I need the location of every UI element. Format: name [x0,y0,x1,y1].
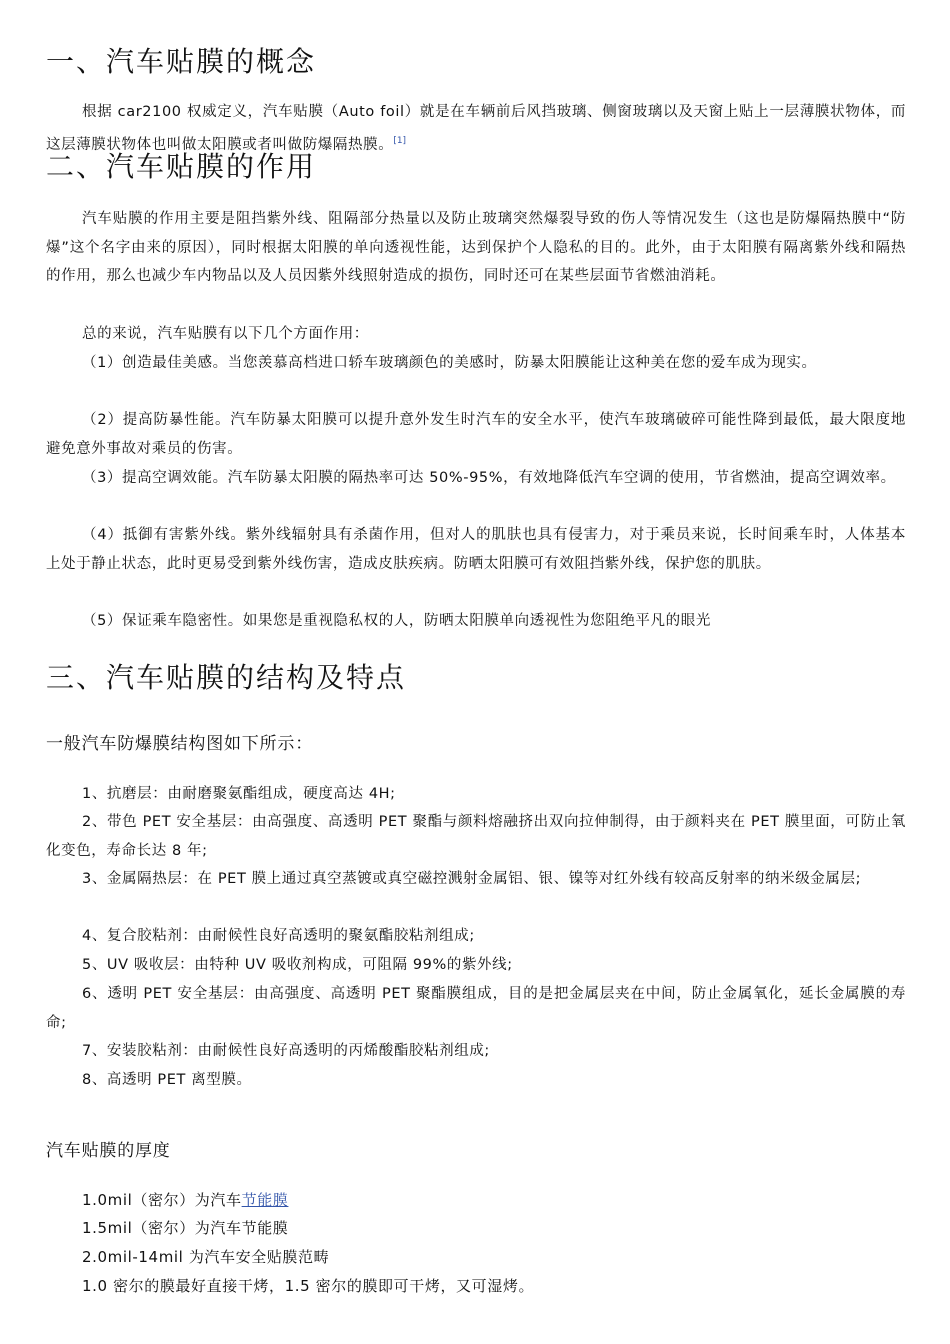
layer-item-1: 1、抗磨层：由耐磨聚氨酯组成，硬度高达 4H; [82,786,396,802]
layer-item-6: 6、透明 PET 安全基层：由高强度、高透明 PET 聚酯膜组成，目的是把金属层夹在中间，防止金属氧化，延长金属膜的寿命; [46,986,906,1031]
function-item-4: （4）抵御有害紫外线。紫外线辐射具有杀菌作用，但对人的肌肤也具有侵害力，对于乘员来说，长时间乘车时，人体基本上处于静止状态，此时更易受到紫外线伤害，造成皮肤疾病。防晒太阳膜可有效阻挡紫外线，保护您的肌肤。 [46,527,906,572]
function-intro-paragraph: 汽车贴膜的作用主要是阻挡紫外线、阻隔部分热量以及防止玻璃突然爆裂导致的伤人等情况发生（这也是防爆隔热膜中“防爆”这个名字由来的原因），同时根据太阳膜的单向透视性能，达到保护个人隐私的目的。此外，由于太阳膜有隔离紫外线和隔热的作用，那么也减少车内物品以及人员因紫外线照射造成的损伤，同时还可在某些层面节省燃油消耗。 [46,211,906,284]
citation-link[interactable]: [1] [393,135,407,146]
concept-text: 根据 car2100 权威定义，汽车贴膜（Auto foil）就是在车辆前后风挡玻璃、侧窗玻璃以及天窗上贴上一层薄膜状物体，而这层薄膜状物体也叫做太阳膜或者叫做防爆隔热膜。 [46,104,906,153]
thickness-line-2: 1.5mil（密尔）为汽车节能膜 [82,1219,289,1237]
section-heading-concept: 一、汽车贴膜的概念 [46,45,317,78]
thickness-line-4: 1.0 密尔的膜最好直接干烤，1.5 密尔的膜即可干烤，又可湿烤。 [82,1277,535,1295]
layer-item-8: 8、高透明 PET 离型膜。 [82,1072,252,1088]
thickness-line-3: 2.0mil-14mil 为汽车安全贴膜范畴 [82,1248,330,1266]
function-summary: 总的来说，汽车贴膜有以下几个方面作用： [82,326,369,342]
structure-subheading: 一般汽车防爆膜结构图如下所示： [46,734,313,754]
function-item-5: （5）保证乘车隐密性。如果您是重视隐私权的人，防晒太阳膜单向透视性为您阻绝平凡的眼光 [82,613,711,629]
layer-item-2: 2、带色 PET 安全基层：由高强度、高透明 PET 聚酯与颜料熔融挤出双向拉伸制得，由于颜料夹在 PET 膜里面，可防止氧化变色，寿命长达 8 年; [46,814,906,859]
layer-item-7: 7、安装胶粘剂：由耐候性良好高透明的丙烯酸酯胶粘剂组成; [82,1043,490,1059]
thickness-line-1-text: 1.0mil（密尔）为汽车 [82,1191,242,1209]
layer-item-3: 3、金属隔热层：在 PET 膜上通过真空蒸镀或真空磁控溅射金属铝、银、镍等对红外线有较高反射率的纳米级金属层; [82,871,862,887]
layer-item-5: 5、UV 吸收层：由特种 UV 吸收剂构成，可阻隔 99%的紫外线; [82,957,513,973]
function-item-1: （1）创造最佳美感。当您羡慕高档进口轿车玻璃颜色的美感时，防暴太阳膜能让这种美在您的爱车成为现实。 [82,355,817,371]
energy-saving-film-link[interactable]: 节能膜 [241,1191,289,1209]
thickness-line-1 [82,1186,288,1214]
function-item-3: （3）提高空调效能。汽车防暴太阳膜的隔热率可达 50%-95%，有效地降低汽车空调的使用，节省燃油，提高空调效率。 [82,470,896,486]
thickness-heading: 汽车贴膜的厚度 [46,1141,171,1161]
section-heading-function: 二、汽车贴膜的作用 [46,150,317,183]
layer-item-4: 4、复合胶粘剂：由耐候性良好高透明的聚氨酯胶粘剂组成; [82,928,475,944]
section-heading-structure: 三、汽车贴膜的结构及特点 [46,661,407,694]
function-item-2: （2）提高防暴性能。汽车防暴太阳膜可以提升意外发生时汽车的安全水平，使汽车玻璃破碎可能性降到最低，最大限度地避免意外事故对乘员的伤害。 [46,412,906,457]
